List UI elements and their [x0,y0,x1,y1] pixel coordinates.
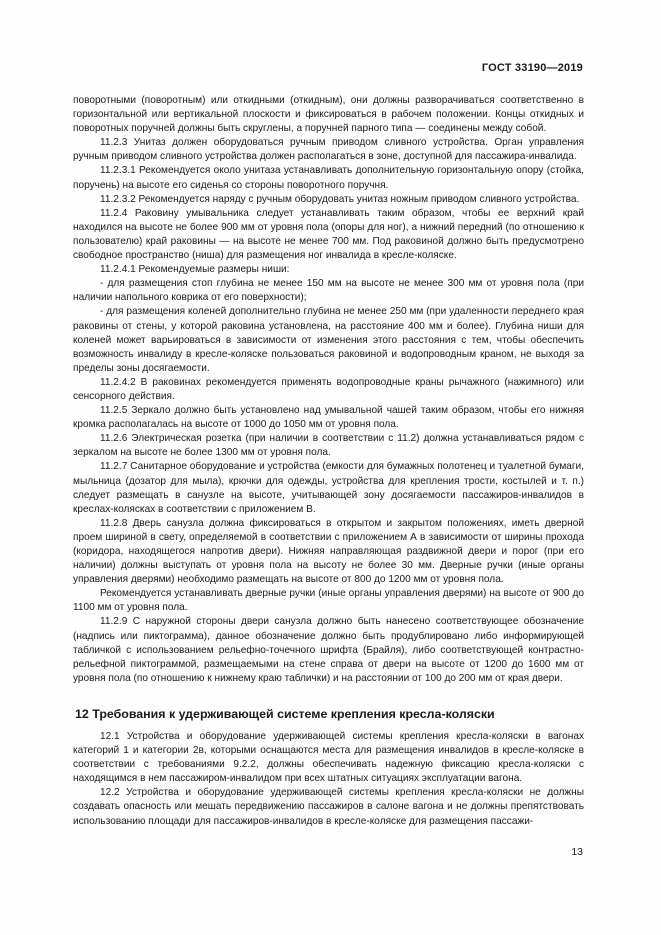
paragraph: 11.2.4.2 В раковинах рекомендуется применять водопроводные краны рычажного (нажимного) или сенсорного действия. [73,376,584,402]
paragraph: 11.2.8 Дверь санузла должна фиксироваться в открытом и закрытом положениях, иметь дверной проем шириной в свету, определяемой в соответствии с приложением А в зависимости от ширины прохода (коридора, находящегося напротив двери). Нижняя направляющая раздвижной двери и порог (при его наличии) должны выступать от уровня пола на высоту не более 30 мм. Дверные ручки (иные органы управления дверями) необходимо размещать на высоте от 800 до 1200 мм от уровня пола. [73,517,584,586]
paragraph: 11.2.7 Санитарное оборудование и устройства (емкости для бумажных полотенец и туалетной бумаги, мыльница (дозатор для мыла), крючки для одежды, устройства для крепления трости, костылей и т. п.) следует размещать в санузле на высоте, учитывающей зону досягаемости пассажиров-инвалидов в креслах-колясках в соответствии с приложением В. [73,461,584,515]
page-header: ГОСТ 33190—2019 [481,62,583,74]
paragraph: 11.2.4.1 Рекомендуемые размеры ниши: [100,264,290,276]
list-item: - для размещения коленей дополнительно глубина не менее 250 мм (при удаленности переднего края раковины от стены, у которой раковина установлена, на расстояние 400 мм и более). Глубина ниши для коленей может варьироваться в зависимости от изменения этого расстояния с тем, чтобы обеспечить возможность инвалиду в кресле-коляске пользоваться раковиной и водопроводным краном, не выходя за пределы зоны досягаемости. [73,306,584,374]
paragraph: 12.1 Устройства и оборудование удерживающей системы крепления кресла-коляски в вагонах категорий 1 и категории 2в, которыми оснащаются места для размещения инвалидов в кресле-коляске в соответствии с требованиями 9.2.2, должны обеспечивать надежную фиксацию кресла-коляски с находящимся в нем пассажиром-инвалидом при всех штатных ситуациях эксплуатации вагона. [73,730,584,785]
paragraph: 11.2.5 Зеркало должно быть установлено над умывальной чашей таким образом, чтобы его нижняя кромка располагалась на высоте от 1000 до 1050 мм от уровня пола. [73,405,584,431]
paragraph: 11.2.4 Раковину умывальника следует устанавливать таким образом, чтобы ее верхний край находился на высоте не более 900 мм от уровня пола (опоры для ног), а нижний передний (по отношению к пользователю) край раковины — на высоте не менее 700 мм. Под раковиной должно быть предусмотрено свободное пространство (ниша) для размещения ног инвалида в кресле-коляске. [73,207,584,262]
section-heading: 12 Требования к удерживающей системе крепления кресла-коляски [75,706,495,721]
list-item: - для размещения стоп глубина не менее 150 мм на высоте не менее 300 мм от уровня пола (при наличии напольного коврика от его поверхности); [73,278,584,304]
paragraph: 11.2.6 Электрическая розетка (при наличии в соответствии с 11.2) должна устанавливаться рядом с зеркалом на высоте не более 1300 мм от уровня пола. [73,433,584,459]
paragraph: 11.2.3 Унитаз должен оборудоваться ручным приводом сливного устройства. Орган управления ручным приводом сливного устройства должен располагаться в зоне, доступной для пассажира-инвалида. [73,137,584,163]
paragraph: 11.2.3.1 Рекомендуется около унитаза устанавливать дополнительную горизонтальную опору (стойка, поручень) на высоте его сиденья со стороны поворотного поручня. [73,165,584,191]
paragraph: 11.2.9 С наружной стороны двери санузла должно быть нанесено соответствующее обозначение (надпись или пиктограмма), данное обозначение должно быть продублировано либо информирующей табличкой с использованием рельефно-точечного шрифта (Брайля), либо соответствующей контрастно-рельефной пиктограммой, размещаемыми на стене справа от двери на высоте от 1200 до 1600 мм от уровня пола (по отношению к нижнему краю таблички) и на расстоянии от 100 до 200 мм от края двери. [73,616,584,684]
paragraph: поворотными (поворотным) или откидными (откидным), они должны разворачиваться соответственно в горизонтальной или вертикальной плоскости и фиксироваться в рабочем положении. Концы откидных и поворотных поручней должны быть скруглены, а поручней парного типа — соединены между собой. [73,95,584,135]
page-number: 13 [571,846,583,858]
paragraph: 12.2 Устройства и оборудование удерживающей системы крепления кресла-коляски не должны создавать опасность или мешать передвижению пассажиров в салоне вагона и не должны препятствовать использованию площади для пассажиров-инвалидов в кресле-коляске для размещения пассажи- [73,787,584,827]
paragraph: Рекомендуется устанавливать дверные ручки (иные органы управления дверями) на высоте от 900 до 1100 мм от уровня пола. [73,588,584,614]
document-body [73,94,584,829]
paragraph: 11.2.3.2 Рекомендуется наряду с ручным оборудовать унитаз ножным приводом сливного устройства. [100,193,580,205]
